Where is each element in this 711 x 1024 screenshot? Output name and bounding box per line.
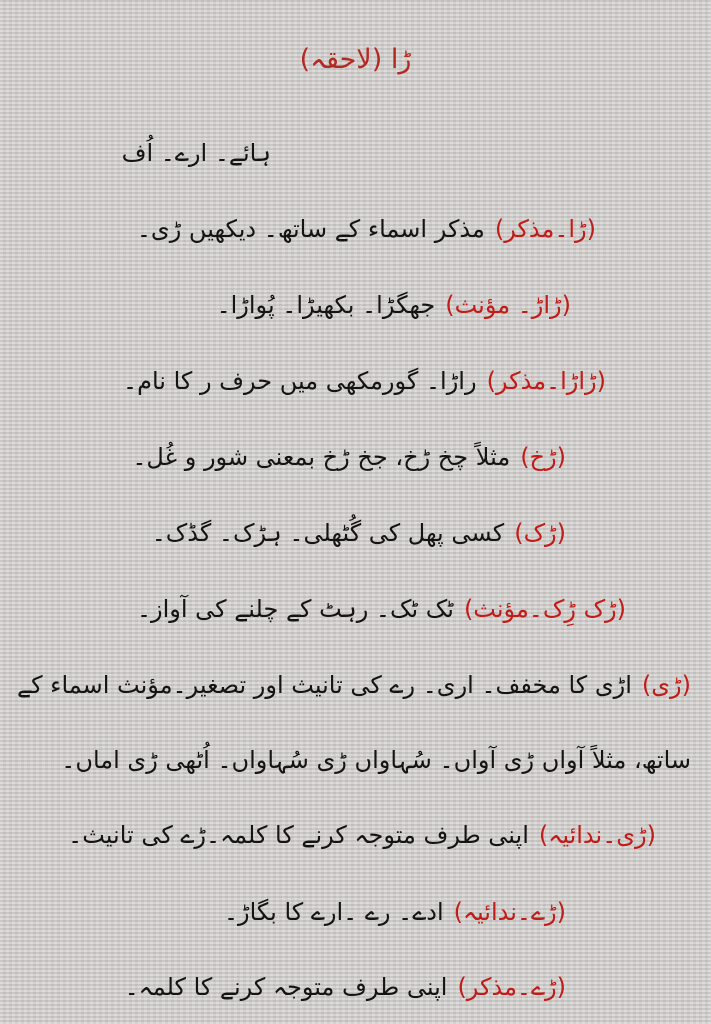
entry-text: اپنی طرف متوجہ کرنے کا کلمہ۔: [124, 973, 448, 1001]
entry-text: مذکر اسماء کے ساتھ۔ دیکھیں ڑی۔: [136, 215, 485, 243]
entry-line-6: [137, 589, 626, 629]
entry-text: ٹک ٹک۔ رہٹ کے چلنے کی آواز۔: [136, 595, 454, 623]
entry-text: کسی پھل کی گُٹھلی۔ ہڑک۔ گڈک۔: [151, 519, 505, 547]
entry-tag: (ڑخ): [520, 443, 566, 471]
entry-tag: (ڑاڑا۔مذکر): [486, 367, 606, 395]
entry-tag: (ڑک ڑِک۔مؤنث): [463, 595, 626, 623]
entry-text: اڑی کا مخفف۔ اری۔ رے کی تانیث اور تصغیر۔مؤنث اسماء کے: [17, 671, 632, 699]
entry-line-0: [122, 133, 271, 173]
entry-text: ادے۔ رے ۔ارے کا بگاڑ۔: [223, 898, 444, 926]
entry-line-8: [61, 740, 691, 780]
entry-line-9: [68, 815, 656, 855]
entry-line-1: [137, 209, 596, 249]
entry-line-7: [17, 665, 691, 705]
entry-text: جھگڑا۔ بکھیڑا۔ پُواڑا۔: [216, 291, 436, 319]
entry-tag: (ڑک): [514, 519, 566, 547]
entry-text: مثلاً چخ ڑخ، جخ ڑخ بمعنی شور و غُل۔: [132, 443, 511, 471]
entry-line-5: [152, 513, 566, 553]
entry-text: ہائے۔ ارے۔ اُف: [121, 139, 271, 167]
entry-line-11: [125, 967, 566, 1007]
entry-line-4: [132, 437, 566, 477]
entry-line-2: [217, 285, 571, 325]
entry-tag: (ڑے۔مذکر): [457, 973, 566, 1001]
entry-line-10: [224, 892, 566, 932]
entry-line-3: [123, 361, 606, 401]
entry-tag: (ڑی): [641, 671, 691, 699]
page-title: ڑا (لاحقہ): [299, 44, 412, 75]
entry-text: راڑا۔ گورمکھی میں حرف ر کا نام۔: [123, 367, 477, 395]
entry-tag: (ڑے۔ندائیہ): [453, 898, 566, 926]
entry-tag: (ڑی۔ندائیہ): [538, 821, 656, 849]
entry-tag: (ڑاڑ۔ مؤنث): [445, 291, 571, 319]
entry-text: اپنی طرف متوجہ کرنے کا کلمہ۔ڑے کی تانیث۔: [68, 821, 529, 849]
entry-tag: (ڑا۔مذکر): [494, 215, 596, 243]
entry-text: ساتھ، مثلاً آواں ڑی آواں۔ سُہاواں ڑی سُہاواں۔ اُٹھی ڑی اماں۔: [61, 746, 691, 774]
